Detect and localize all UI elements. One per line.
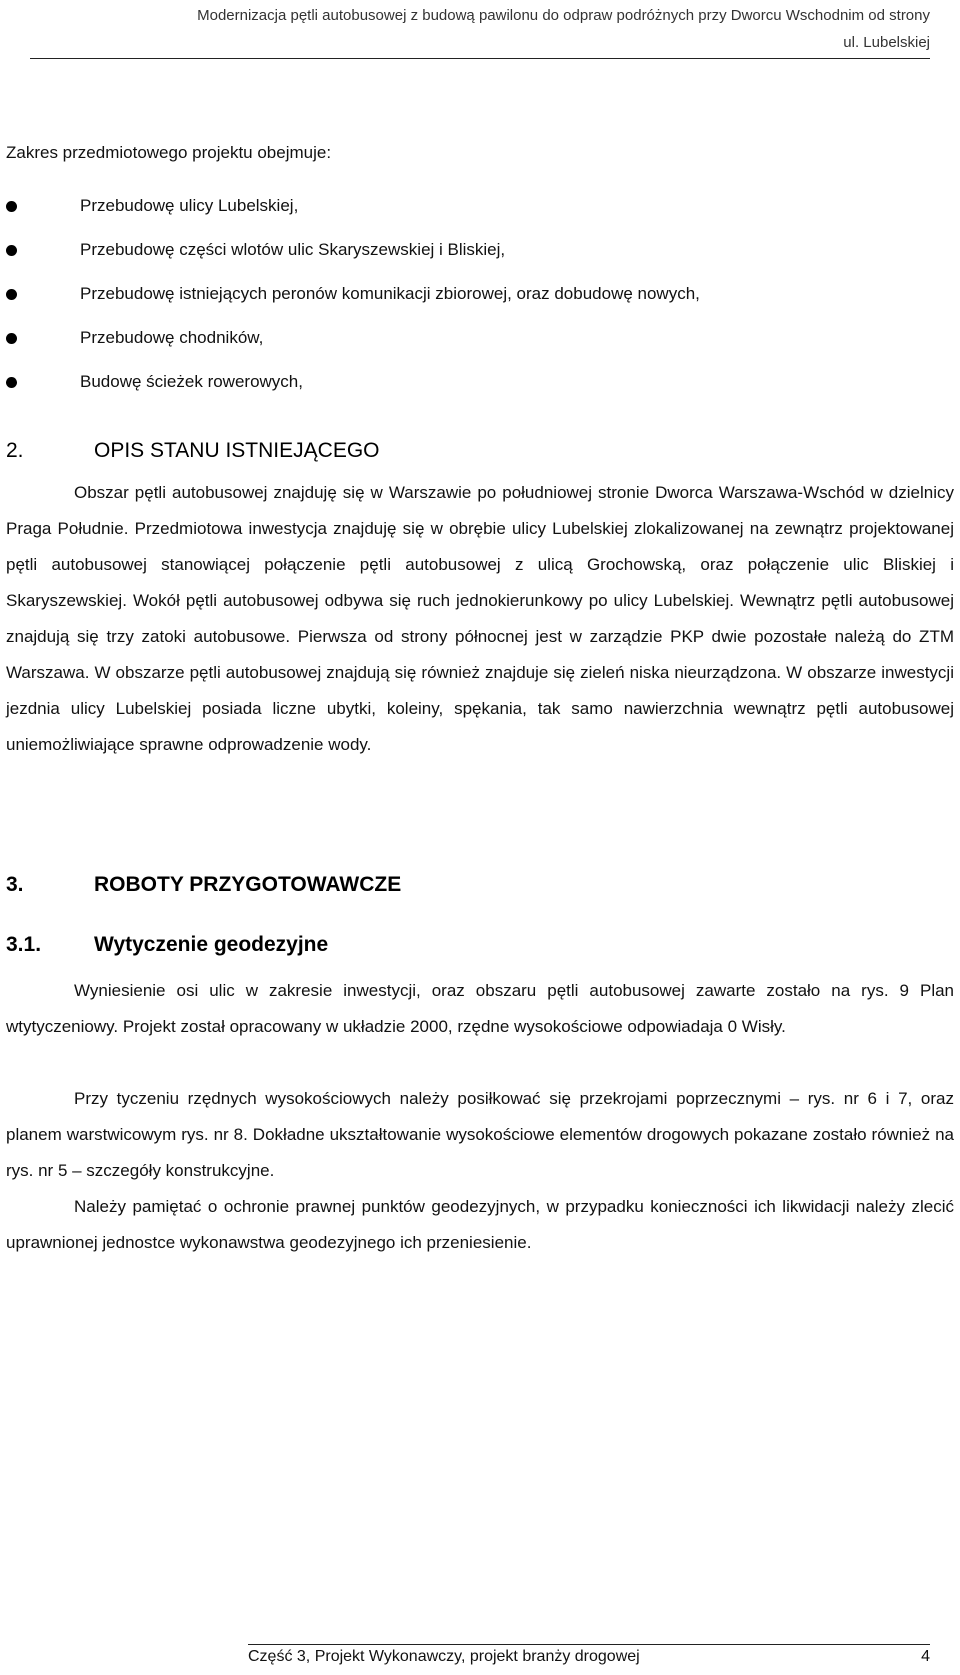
section-2-paragraph: Obszar pętli autobusowej znajduję się w Warszawie po południowej stronie Dworca Warszawa-Wschód w dzielnicy Praga Południe. Przedmiotowa inwestycja znajduję się w obrębie ulicy Lubelskiej zlokalizowanej na zewnątrz projektowanej pętli autobusowej stanowiącej połączenie pętli autobusowej z ulicą Grochowską, oraz połączenie ulic Bliskiej i Skaryszewskiej. Wokół pętli autobusowej odbywa się ruch jednokierunkowy po ulicy Lubelskiej. Wewnątrz pętli autobusowej znajdują się trzy zatoki autobusowe. Pierwsza od strony północnej jest w zarządzie PKP dwie pozostałe należą do ZTM Warszawa. W obszarze pętli autobusowej znajdują się również znajduje się zieleń niska nieurządzona. W obszarze inwestycji jezdnia ulicy Lubelskiej posiada liczne ubytki, koleiny, spękania, tak samo nawierzchnia wewnątrz pętli autobusowej uniemożliwiające sprawne odprowadzenie wody. xyxy=(6,483,954,754)
scope-intro: Zakres przedmiotowego projektu obejmuje: xyxy=(6,143,332,162)
section-3-1-number: 3.1. xyxy=(6,933,42,956)
page-number: 4 xyxy=(921,1648,930,1665)
bullet-icon xyxy=(6,377,17,388)
section-3-1-title: Wytyczenie geodezyjne xyxy=(94,933,329,956)
section-3-1-paragraph-1: Wyniesienie osi ulic w zakresie inwestycji, oraz obszaru pętli autobusowej zawarte zostało na rys. 9 Plan wtytyczeniowy. Projekt został opracowany w układzie 2000, rzędne wysokościowe odpowiadaja 0 Wisły. xyxy=(6,981,954,1036)
header-line-1: Modernizacja pętli autobusowej z budową pawilonu do odpraw podróżnych przy Dworcu Wschodnim od strony xyxy=(197,7,930,24)
footer-rule xyxy=(248,1644,930,1645)
header-rule xyxy=(30,58,930,59)
section-2-title: OPIS STANU ISTNIEJĄCEGO xyxy=(94,439,380,462)
bullet-icon xyxy=(6,245,17,256)
section-3-1-paragraph-2: Przy tyczeniu rzędnych wysokościowych należy posiłkować się przekrojami poprzecznymi – rys. nr 6 i 7, oraz planem warstwicowym rys. nr 8. Dokładne ukształtowanie wysokościowe elementów drogowych pokazane zostało również na rys. nr 5 – szczegóły konstrukcyjne. xyxy=(6,1089,954,1180)
bullet-icon xyxy=(6,333,17,344)
running-header xyxy=(30,2,930,56)
section-3-1-paragraph-3: Należy pamiętać o ochronie prawnej punktów geodezyjnych, w przypadku konieczności ich likwidacji należy zlecić uprawnionej jednostce wykonawstwa geodezyjnego ich przeniesienie. xyxy=(6,1197,954,1252)
bullet-icon xyxy=(6,289,17,300)
document-page: Modernizacja pętli autobusowej z budową pawilonu do odpraw podróżnych przy Dworcu Wschodnim od strony ul. Lubelskiej Zakres przedmiotowego projektu obejmuje: Przebudowę ulicy Lubelskiej, Przebudowę części wlotów ulic Skaryszewskiej i Bliskiej, Przebudowę istniejących peronów komunikacji zbiorowej, oraz dobudowę nowych, Przebudowę chodników, Budowę ścieżek rowerowych, 2. OPIS STANU ISTNIEJĄCEGO Obszar pętli autobusowej znajduję się w Warszawie po południowej stronie Dworca Warszawa-Wschód w dzielnicy Praga Południe. Przedmiotowa inwestycja znajduję się w obrębie ulicy Lubelskiej zlokalizowanej na zewnątrz projektowanej pętli autobusowej stanowiącej połączenie pętli autobusowej z ulicą Grochowską, oraz połączenie ulic Bliskiej i Skaryszewskiej. Wokół pętli autobusowej odbywa się ruch jednokierunkowy po ulicy Lubelskiej. Wewnątrz pętli autobusowej znajdują się trzy zatoki autobusowe. Pierwsza od strony północnej jest w zarządzie PKP dwie pozostałe należą do ZTM Warszawa. W obszarze pętli autobusowej znajdują się również znajduje się zieleń niska nieurządzona. W obszarze inwestycji jezdnia ulicy Lubelskiej posiada liczne ubytki, koleiny, spękania, tak samo nawierzchnia wewnątrz pętli autobusowej uniemożliwiające sprawne odprowadzenie wody. 3. ROBOTY PRZYGOTOWAWCZE 3.1. Wytyczenie geodezyjne Wyniesienie osi ulic w zakresie inwestycji, oraz obszaru pętli autobusowej zawarte zostało na rys. 9 Plan wtytyczeniowy. Projekt został opracowany w układzie 2000, rzędne wysokościowe odpowiadaja 0 Wisły. Przy tyczeniu rzędnych wysokościowych należy posiłkować się przekrojami poprzecznymi – rys. nr 6 i 7, oraz planem warstwicowym rys. nr 8. Dokładne ukształtowanie wysokościowe elementów drogowych pokazane zostało również na rys. nr 5 – szczegóły konstrukcyjne. Należy pamiętać o ochronie prawnej punktów geodezyjnych, w przypadku konieczności ich likwidacji należy zlecić uprawnionej jednostce wykonawstwa geodezyjnego ich przeniesienie. Część 3, Projekt Wykonawczy, projekt branży drogowej 4 xyxy=(0,0,960,1675)
header-line-2: ul. Lubelskiej xyxy=(843,34,930,51)
section-3-title: ROBOTY PRZYGOTOWAWCZE xyxy=(94,873,402,896)
footer-text: Część 3, Projekt Wykonawczy, projekt branży drogowej xyxy=(248,1648,640,1665)
section-2-number: 2. xyxy=(6,439,24,462)
section-3-number: 3. xyxy=(6,873,24,896)
bullet-icon xyxy=(6,201,17,212)
